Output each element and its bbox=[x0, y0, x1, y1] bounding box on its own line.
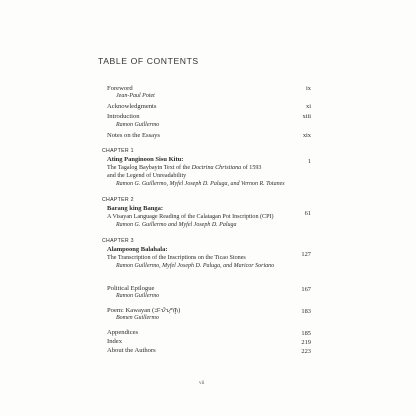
chapter-subtitle: The Transcription of the Inscriptions on the Ticao Stones bbox=[107, 255, 246, 261]
toc-page-number: 223 bbox=[301, 348, 311, 355]
toc-page-number: 1 bbox=[307, 158, 311, 165]
toc-page-number: 185 bbox=[301, 330, 311, 337]
toc-entry-author: Ramon Guillermo bbox=[116, 122, 160, 128]
toc-entry-author: Jean-Paul Potet bbox=[116, 93, 155, 99]
toc-page-number: xi bbox=[306, 103, 311, 110]
toc-entry-acknowledgments: Acknowledgments bbox=[107, 103, 157, 110]
chapter-label: CHAPTER 2 bbox=[102, 197, 134, 203]
chapter-authors: Ramon Guillermo, Myfel Joseph D. Paluga, and Maricor Soriano bbox=[116, 263, 275, 269]
toc-entry-introduction: Introduction bbox=[107, 113, 140, 120]
chapter-authors: Ramon G. Guillermo and Myfel Joseph D. Paluga bbox=[116, 222, 237, 228]
toc-entry-foreword: Foreword bbox=[107, 85, 133, 92]
chapter-title: Barang king Banga: bbox=[107, 205, 163, 212]
page-title: TABLE OF CONTENTS bbox=[98, 56, 199, 66]
toc-page-number: ix bbox=[306, 85, 311, 92]
chapter-subtitle: The Tagalog Baybayin Text of the Doctrina Christiana of 1593 bbox=[107, 165, 262, 171]
toc-entry-notes: Notes on the Essays bbox=[107, 132, 160, 139]
toc-entry-index: Index bbox=[107, 338, 123, 345]
chapter-subtitle: and the Legend of Unreadability bbox=[107, 173, 187, 179]
chapter-label: CHAPTER 1 bbox=[102, 148, 134, 154]
chapter-label: CHAPTER 3 bbox=[102, 238, 134, 244]
toc-entry-epilogue: Political Epilogue bbox=[107, 285, 155, 292]
chapter-title: Ating Panginoon Sisu Kitu: bbox=[107, 156, 184, 163]
toc-entry-author: Ramon Guillermo bbox=[116, 293, 160, 299]
toc-entry-about-authors: About the Authors bbox=[107, 347, 156, 354]
toc-entry-appendices: Appendices bbox=[107, 329, 139, 336]
chapter-authors: Ramon G. Guillermo, Myfel Joseph D. Paluga, and Vernon R. Totanes bbox=[116, 181, 285, 187]
chapter-title: Alampoong Balahala: bbox=[107, 246, 168, 253]
toc-page-number: xix bbox=[302, 132, 311, 139]
toc-page-number: xiii bbox=[302, 113, 311, 120]
page-folio: vii bbox=[199, 380, 205, 386]
toc-page-number: 167 bbox=[301, 286, 311, 293]
toc-entry-author: Bomen Guillermo bbox=[116, 315, 159, 321]
chapter-subtitle: A Visayan Language Reading of the Calatagan Pot Inscription (CPI) bbox=[107, 214, 274, 220]
toc-page-number: 127 bbox=[301, 251, 311, 258]
toc-page-number: 219 bbox=[301, 339, 311, 346]
toc-page-number: 61 bbox=[304, 210, 311, 217]
toc-page-number: 183 bbox=[301, 308, 311, 315]
toc-entry-poem: Poem: Kawayan (ᜃᜏᜌ᜔ᜈ᜔) bbox=[107, 307, 181, 314]
